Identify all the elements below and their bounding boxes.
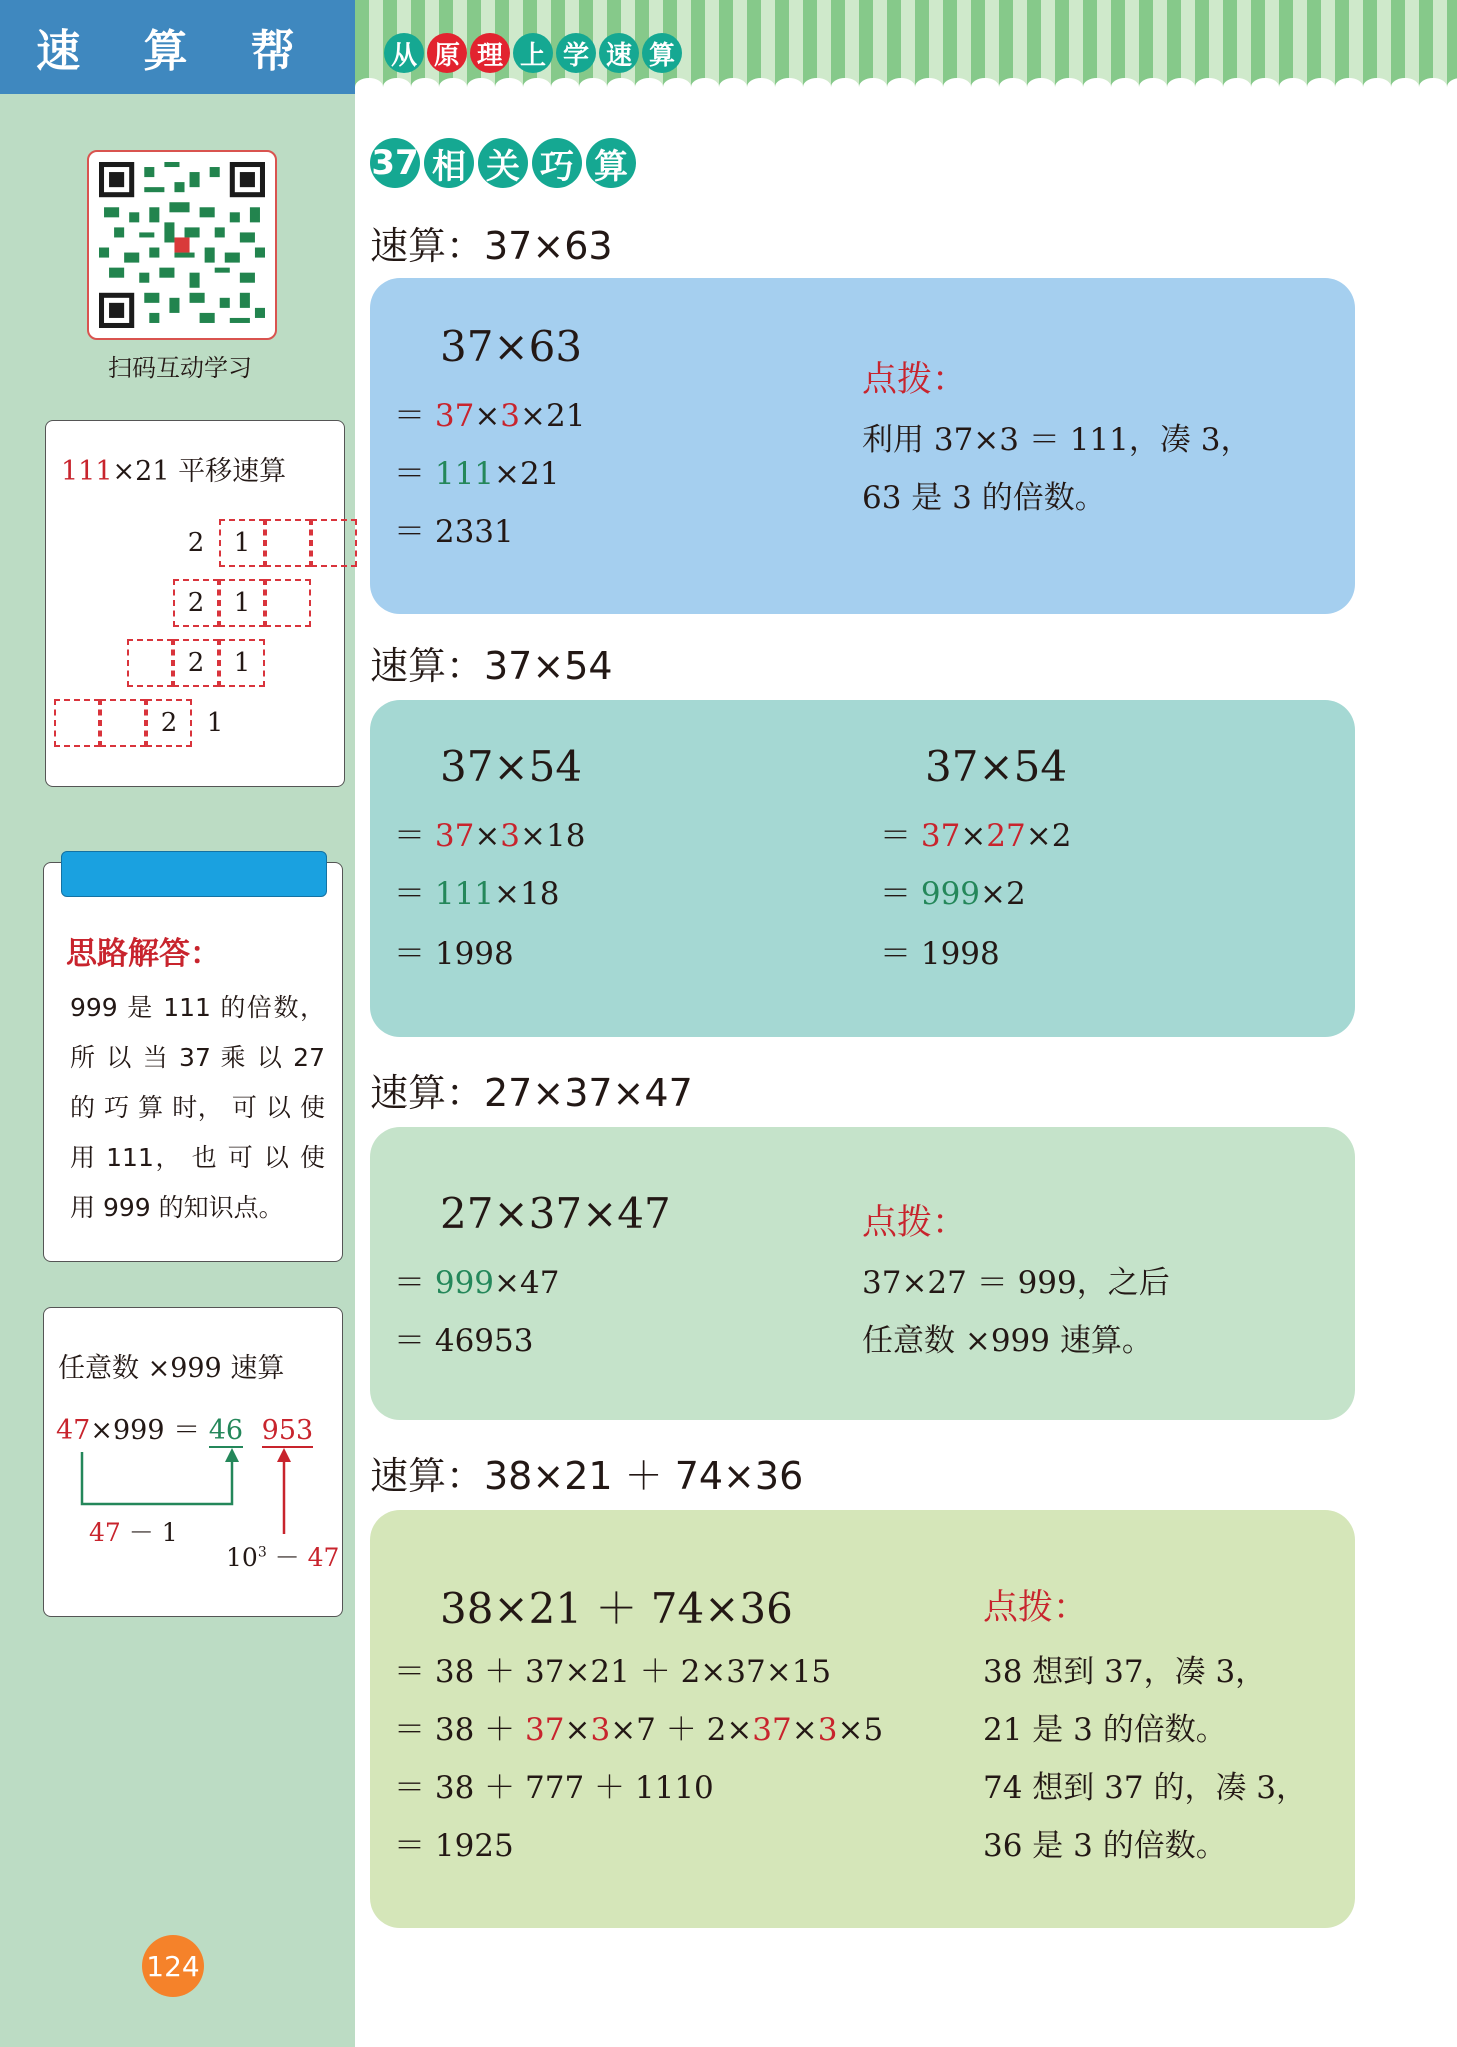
eq-multiplicand: 47 <box>56 1415 91 1446</box>
scallop <box>747 78 775 96</box>
step-text: ×18 <box>520 818 586 854</box>
times-999-title: 任意数 ×999 速算 <box>58 1353 285 1384</box>
step-highlight: 37 <box>752 1712 792 1748</box>
step-text: × <box>791 1712 818 1748</box>
brand-title: 速 算 帮 <box>0 0 355 94</box>
problem-2-left-step-1 <box>394 810 585 855</box>
scallop <box>495 78 523 96</box>
step-text: ＝ <box>880 818 921 854</box>
shift-cell: 1 <box>219 579 265 627</box>
step-text: ＝ <box>394 818 435 854</box>
step-text: ＝ <box>394 398 435 434</box>
problem-4-heading: 速算：38×21 ＋ 74×36 <box>370 1454 804 1498</box>
problem-3-hint-title: 点拨： <box>862 1203 968 1243</box>
problem-3-step-2: ＝ 46953 <box>394 1323 534 1359</box>
shift-cell: 1 <box>219 639 265 687</box>
shift-row-3 <box>46 639 346 689</box>
note-base: 10 <box>226 1543 258 1572</box>
step-text: × <box>474 818 501 854</box>
step-highlight: 3 <box>817 1712 838 1748</box>
step-text: ×2 <box>1025 818 1072 854</box>
scallop <box>663 78 691 96</box>
step-highlight: 37 <box>434 818 475 854</box>
qr-code-icon <box>99 162 265 328</box>
step-text: × <box>960 818 987 854</box>
scallop <box>635 78 663 96</box>
step-highlight: 111 <box>434 456 495 492</box>
scallop <box>859 78 887 96</box>
problem-2-heading: 速算：37×54 <box>370 644 613 688</box>
subtitle-char: 原 <box>427 33 467 73</box>
problem-4-step-3: ＝ 38 ＋ 777 ＋ 1110 <box>394 1770 714 1806</box>
shift-cell: 2 <box>173 579 219 627</box>
scallop <box>523 78 551 96</box>
scallop <box>607 78 635 96</box>
problem-2-left-expression: 37×54 <box>440 742 583 791</box>
header-subtitle <box>384 33 685 73</box>
subtitle-char: 速 <box>599 33 639 73</box>
note-minus: － <box>266 1543 308 1572</box>
step-text: ×2 <box>980 876 1026 912</box>
scallop <box>467 78 495 96</box>
scallop <box>1223 78 1251 96</box>
scallop <box>1251 78 1279 96</box>
problem-2-left-step-2 <box>394 868 559 913</box>
problem-2-right-step-3: ＝ 1998 <box>880 936 1000 972</box>
problem-4-hint-line: 36 是 3 的倍数。 <box>983 1828 1227 1864</box>
scallop <box>1195 78 1223 96</box>
section-title-char: 相 <box>424 138 474 188</box>
scallop <box>803 78 831 96</box>
subtitle-char: 学 <box>556 33 596 73</box>
scallop <box>1279 78 1307 96</box>
scallop <box>999 78 1027 96</box>
shift-row-2 <box>46 579 346 629</box>
problem-4-panel <box>370 1510 1355 1928</box>
shift-cell: 2 <box>187 528 205 558</box>
problem-4-step-4: ＝ 1925 <box>394 1828 514 1864</box>
shift-cell: 1 <box>206 708 224 738</box>
scallop <box>1027 78 1055 96</box>
sidebar <box>0 0 355 2047</box>
problem-1-step-2 <box>394 448 559 493</box>
solution-idea-line: 999 是 111 的倍数， <box>70 993 325 1022</box>
solution-idea-line: 所 以 当 37 乘 以 27 <box>70 1043 325 1072</box>
shift-cell <box>311 519 357 567</box>
subtitle-char: 算 <box>642 33 682 73</box>
section-title-char: 算 <box>586 138 636 188</box>
solution-idea-line: 用 111， 也 可 以 使 <box>70 1143 325 1172</box>
shift-card-title-text: ×21 平移速算 <box>112 456 287 487</box>
scallop <box>943 78 971 96</box>
eq-result-high: 46 <box>208 1415 244 1446</box>
step-highlight: 37 <box>434 398 475 434</box>
note-minus-one <box>89 1513 178 1549</box>
scallop <box>355 78 383 96</box>
problem-2-left-step-3: ＝ 1998 <box>394 936 514 972</box>
scallop <box>579 78 607 96</box>
step-text: ×47 <box>494 1265 560 1301</box>
scallop <box>1167 78 1195 96</box>
step-highlight: 3 <box>500 818 521 854</box>
subtitle-char: 从 <box>384 33 424 73</box>
scallop <box>1363 78 1391 96</box>
shift-cell <box>54 699 100 747</box>
scallop <box>383 78 411 96</box>
scallop <box>1335 78 1363 96</box>
qr-caption: 扫码互动学习 <box>108 354 252 382</box>
problem-1-panel <box>370 278 1355 614</box>
step-highlight: 37 <box>525 1712 565 1748</box>
problem-4-hint-title: 点拨： <box>983 1588 1089 1628</box>
section-title-char: 37 <box>370 138 420 188</box>
subtitle-char: 上 <box>513 33 553 73</box>
times-999-equation <box>56 1408 313 1447</box>
shift-card-title <box>61 449 286 488</box>
problem-2-right-step-1 <box>880 810 1071 855</box>
problem-2-right-step-2 <box>880 868 1026 913</box>
step-highlight: 3 <box>500 398 521 434</box>
step-highlight: 999 <box>920 876 981 912</box>
note-ten-cubed <box>226 1538 339 1574</box>
scallop <box>691 78 719 96</box>
problem-3-hint-line: 任意数 ×999 速算。 <box>862 1323 1153 1359</box>
note-right-number: 47 <box>307 1543 340 1572</box>
section-title-char: 关 <box>478 138 528 188</box>
solution-idea-line: 用 999 的知识点。 <box>70 1193 284 1222</box>
scallop <box>831 78 859 96</box>
scallop <box>1419 78 1447 96</box>
scallop <box>971 78 999 96</box>
scallop <box>887 78 915 96</box>
scallop <box>411 78 439 96</box>
solution-idea-text <box>70 983 325 1233</box>
solution-idea-card <box>43 862 343 1262</box>
card-tab <box>61 851 327 897</box>
problem-1-hint-title: 点拨： <box>862 360 968 400</box>
problem-3-heading: 速算：27×37×47 <box>370 1071 693 1115</box>
shift-cell <box>265 579 311 627</box>
problem-1-hint-line: 63 是 3 的倍数。 <box>862 480 1106 516</box>
shift-row-1 <box>46 519 346 569</box>
problem-4-step-1: ＝ 38 ＋ 37×21 ＋ 2×37×15 <box>394 1654 832 1690</box>
scallop <box>1055 78 1083 96</box>
shift-cell: 2 <box>146 699 192 747</box>
subtitle-char: 理 <box>470 33 510 73</box>
scallop <box>1083 78 1111 96</box>
eq-result-low: 953 <box>261 1415 314 1446</box>
note-left-number: 47 <box>89 1518 121 1547</box>
problem-4-expression: 38×21 ＋ 74×36 <box>440 1584 793 1633</box>
shift-card-title-number: 111 <box>61 456 113 487</box>
scallop <box>775 78 803 96</box>
step-text: ×21 <box>520 398 586 434</box>
problem-1-hint-line: 利用 37×3 ＝ 111，凑 3， <box>862 422 1252 458</box>
problem-2-right-expression: 37×54 <box>925 742 1068 791</box>
eq-operator: ×999 ＝ <box>90 1415 201 1446</box>
scallop <box>551 78 579 96</box>
scallop <box>1307 78 1335 96</box>
step-highlight: 111 <box>434 876 495 912</box>
scallop <box>915 78 943 96</box>
problem-1-step-3: ＝ 2331 <box>394 514 514 550</box>
problem-4-hint-line: 21 是 3 的倍数。 <box>983 1712 1227 1748</box>
solution-idea-title: 思路解答： <box>66 936 221 972</box>
step-text: ×18 <box>494 876 560 912</box>
solution-idea-line: 的 巧 算 时， 可 以 使 <box>70 1093 325 1122</box>
step-text: ×5 <box>837 1712 884 1748</box>
problem-4-hint-line: 74 想到 37 的，凑 3， <box>983 1770 1308 1806</box>
shift-cell: 2 <box>173 639 219 687</box>
scallop <box>1111 78 1139 96</box>
scallop <box>1139 78 1167 96</box>
problem-1-heading: 速算：37×63 <box>370 224 613 268</box>
step-text: ＝ <box>394 1265 435 1301</box>
times-999-card <box>43 1307 343 1617</box>
shift-cell <box>265 519 311 567</box>
problem-3-hint-line: 37×27 ＝ 999，之后 <box>862 1265 1170 1301</box>
problem-3-expression: 27×37×47 <box>440 1189 671 1238</box>
step-highlight: 27 <box>986 818 1026 854</box>
page-number: 124 <box>142 1935 204 1997</box>
step-text: ＝ 38 ＋ <box>394 1712 526 1748</box>
step-highlight: 999 <box>434 1265 495 1301</box>
step-text: ＝ <box>394 876 435 912</box>
problem-3-panel <box>370 1127 1355 1420</box>
shift-row-4 <box>46 699 346 749</box>
problem-4-hint-line: 38 想到 37，凑 3， <box>983 1654 1267 1690</box>
note-exponent: 3 <box>257 1544 267 1561</box>
step-highlight: 3 <box>590 1712 611 1748</box>
shift-cell <box>100 699 146 747</box>
section-title-char: 巧 <box>532 138 582 188</box>
scallop <box>1391 78 1419 96</box>
step-text: ×7 ＋ 2× <box>610 1712 753 1748</box>
step-text: ＝ <box>394 456 435 492</box>
scallop <box>719 78 747 96</box>
note-left-text: － 1 <box>120 1518 178 1547</box>
shift-cell: 1 <box>219 519 265 567</box>
step-text: ×21 <box>494 456 560 492</box>
problem-2-panel <box>370 700 1355 1037</box>
step-text: × <box>564 1712 591 1748</box>
shift-multiplication-card <box>45 420 345 787</box>
problem-1-step-1 <box>394 390 585 435</box>
step-highlight: 37 <box>920 818 961 854</box>
problem-1-expression: 37×63 <box>440 322 583 371</box>
step-text: × <box>474 398 501 434</box>
shift-cell <box>127 639 173 687</box>
problem-3-step-1 <box>394 1257 559 1302</box>
problem-4-step-2 <box>394 1704 883 1749</box>
qr-code[interactable] <box>87 150 277 340</box>
scallop <box>439 78 467 96</box>
step-text: ＝ <box>880 876 921 912</box>
section-title <box>370 138 640 188</box>
